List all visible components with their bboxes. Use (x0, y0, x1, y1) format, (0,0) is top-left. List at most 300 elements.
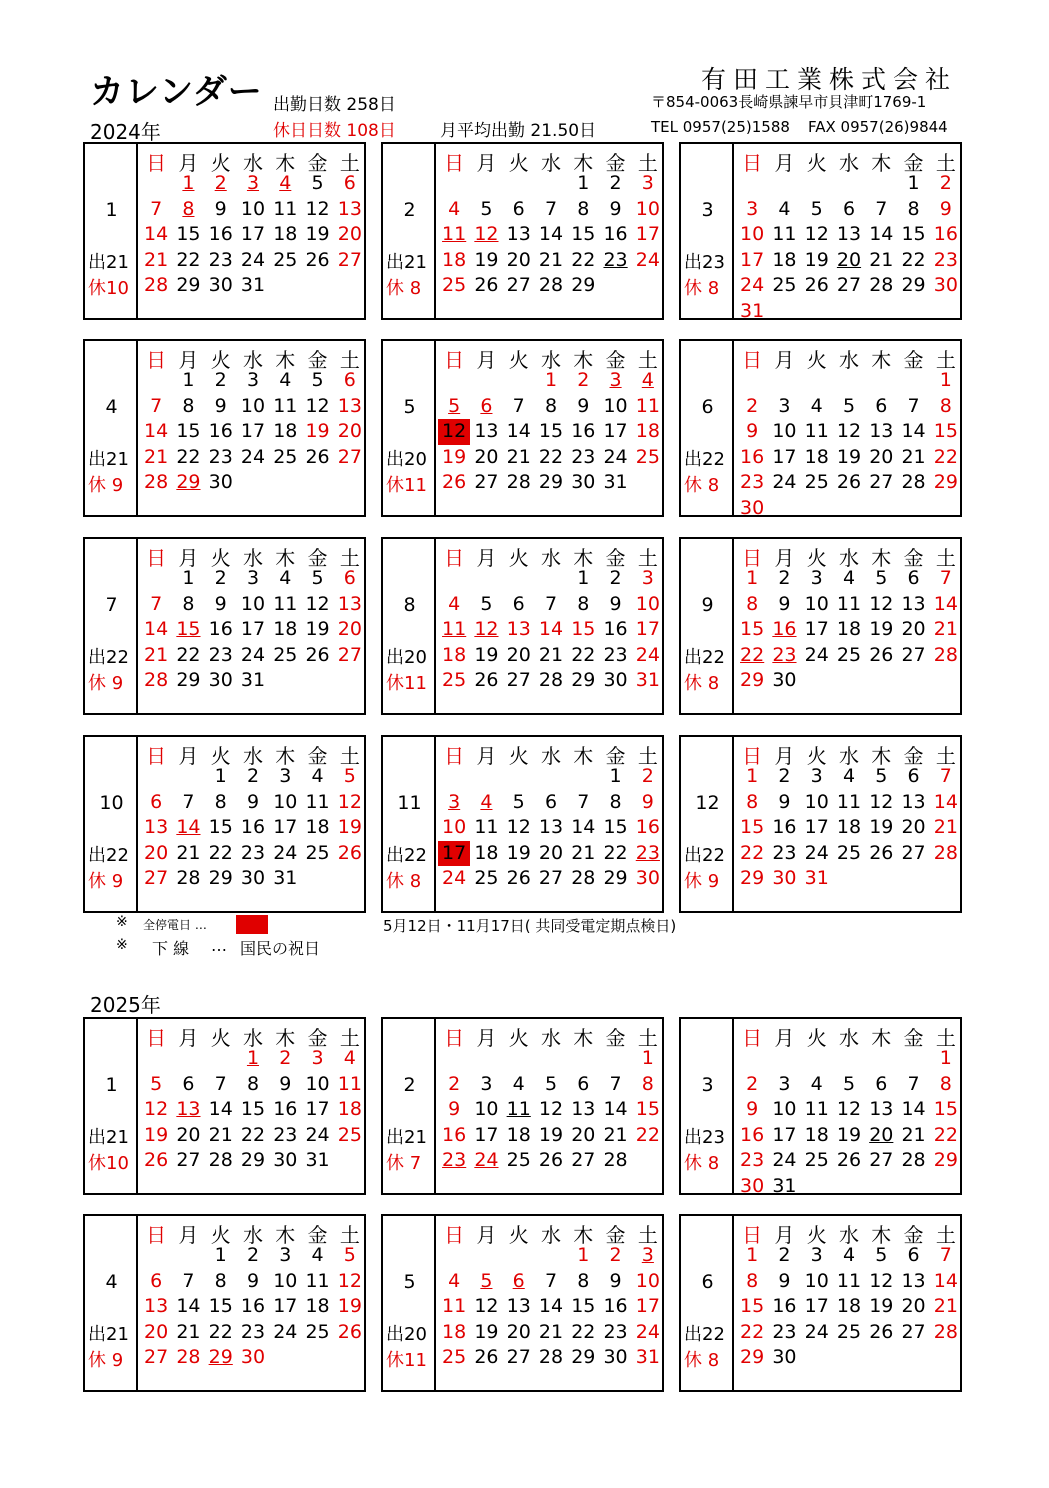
weekday-label: 木 (275, 1026, 296, 1050)
day-cell: 22 (208, 1320, 233, 1343)
day-cell: 12 (836, 420, 862, 442)
day-grid (736, 566, 962, 694)
day-cell: 11 (772, 223, 797, 245)
day-cell: 1 (609, 765, 622, 787)
weekday-label: 水 (540, 744, 561, 768)
day-cell: 19 (869, 618, 894, 640)
day-cell: 20 (571, 1123, 596, 1146)
day-cell: 25 (804, 1149, 829, 1171)
weekday-label: 月 (476, 744, 497, 768)
day-cell: 11 (635, 394, 660, 417)
empty-cell (140, 1243, 172, 1269)
day-cell: 17 (305, 1098, 330, 1120)
weekday-label: 金 (903, 151, 924, 175)
day-cell: 16 (933, 223, 958, 245)
day-cell: 13 (506, 223, 531, 245)
day-cell: 29 (176, 471, 201, 493)
day-cell: 8 (577, 592, 590, 615)
day-cell: 18 (836, 618, 862, 640)
day-cell: 11 (506, 1098, 531, 1120)
day-cell: 28 (933, 841, 958, 864)
month-work-days: 出22 (684, 449, 725, 470)
day-cell: 4 (810, 1072, 823, 1095)
day-cell: 5 (875, 1244, 888, 1266)
day-cell: 10 (804, 592, 829, 615)
day-cell: 28 (603, 1149, 628, 1171)
day-cell: 12 (869, 790, 894, 813)
day-cell: 13 (571, 1098, 596, 1120)
empty-cell (865, 171, 897, 197)
day-cell: 9 (214, 394, 227, 417)
day-cell: 14 (869, 223, 894, 245)
weekday-label: 日 (444, 744, 465, 768)
day-cell: 12 (305, 394, 330, 417)
day-cell: 10 (740, 223, 765, 245)
month-number: 1 (105, 199, 118, 221)
empty-cell (503, 1243, 535, 1269)
month-work-days: 出21 (386, 1127, 427, 1148)
year-2025-label: 2025年 (90, 993, 161, 1017)
weekday-label: 日 (146, 151, 167, 175)
day-cell: 20 (538, 841, 564, 864)
day-cell: 18 (804, 445, 829, 468)
day-cell: 16 (772, 816, 797, 838)
empty-cell (567, 764, 599, 790)
day-cell: 18 (836, 1295, 862, 1317)
empty-cell (736, 171, 768, 197)
day-cell: 28 (933, 1320, 958, 1343)
day-cell: 2 (746, 394, 759, 417)
month-work-days: 出21 (88, 1127, 129, 1148)
day-cell: 4 (311, 765, 324, 787)
day-cell: 21 (901, 1123, 926, 1146)
weekday-label: 日 (444, 151, 465, 175)
day-cell: 18 (442, 643, 467, 666)
weekday-label: 水 (838, 1026, 859, 1050)
day-cell: 5 (810, 197, 823, 220)
month-number: 3 (701, 1074, 714, 1096)
day-cell: 31 (603, 471, 628, 493)
day-cell: 9 (609, 1269, 622, 1292)
holiday-days-total: 休日日数 108日 (273, 121, 396, 141)
day-cell: 2 (609, 1244, 622, 1266)
weekday-label: 木 (275, 151, 296, 175)
day-cell: 8 (577, 1269, 590, 1292)
day-cell: 30 (571, 471, 596, 493)
day-cell: 23 (740, 471, 765, 493)
day-cell: 28 (506, 471, 531, 493)
weekday-label: 水 (540, 348, 561, 372)
day-cell: 15 (635, 1098, 660, 1120)
day-cell: 7 (150, 592, 163, 615)
day-cell: 9 (577, 394, 590, 417)
day-cell: 31 (635, 669, 660, 691)
day-cell: 22 (176, 248, 201, 271)
day-cell: 26 (869, 643, 894, 666)
weekday-label: 日 (146, 1026, 167, 1050)
day-cell: 7 (939, 567, 952, 589)
day-cell: 19 (144, 1123, 169, 1146)
month-work-days: 出21 (88, 252, 129, 273)
day-cell: 12 (337, 790, 362, 813)
weekday-label: 木 (573, 546, 594, 570)
day-cell: 30 (208, 274, 233, 296)
day-cell: 3 (746, 197, 759, 220)
day-grid (736, 764, 962, 892)
day-cell: 23 (603, 1320, 628, 1343)
weekday-label: 金 (903, 744, 924, 768)
day-cell: 7 (577, 790, 590, 813)
day-cell: 9 (246, 790, 260, 813)
day-cell: 25 (273, 445, 298, 468)
empty-cell (140, 171, 172, 197)
day-cell: 31 (240, 274, 266, 296)
day-cell: 21 (538, 643, 564, 666)
day-cell: 17 (772, 445, 797, 468)
day-cell: 25 (635, 445, 660, 468)
day-cell: 21 (144, 643, 169, 666)
day-cell: 5 (512, 790, 525, 813)
weekday-label: 日 (742, 1026, 763, 1050)
empty-cell (801, 1046, 833, 1072)
weekday-label: 土 (935, 744, 956, 768)
day-cell: 3 (810, 1244, 823, 1266)
day-cell: 19 (538, 1123, 564, 1146)
weekday-label: 水 (242, 546, 263, 570)
day-cell: 16 (603, 223, 628, 245)
day-cell: 4 (480, 790, 493, 813)
day-cell: 21 (933, 1295, 958, 1317)
day-cell: 21 (603, 1123, 628, 1146)
empty-cell (535, 566, 567, 592)
weekday-label: 月 (476, 1223, 497, 1247)
day-cell: 16 (442, 1123, 467, 1146)
day-cell: 3 (246, 369, 260, 391)
month-number: 1 (105, 1074, 118, 1096)
day-cell: 16 (208, 223, 233, 245)
day-cell: 15 (176, 618, 201, 640)
empty-cell (567, 1046, 599, 1072)
day-cell: 8 (641, 1072, 654, 1095)
day-cell: 25 (506, 1149, 531, 1171)
day-cell: 28 (538, 1346, 564, 1368)
day-cell: 7 (182, 790, 195, 813)
weekday-label: 土 (935, 546, 956, 570)
day-cell: 14 (933, 592, 958, 615)
day-cell: 19 (474, 248, 499, 271)
day-cell: 8 (246, 1072, 260, 1095)
day-cell: 28 (538, 669, 564, 691)
day-cell: 29 (603, 867, 628, 889)
weekday-label: 土 (935, 1026, 956, 1050)
day-cell: 25 (337, 1123, 362, 1146)
weekday-label: 金 (903, 1026, 924, 1050)
day-cell: 9 (448, 1098, 461, 1120)
day-cell: 15 (933, 420, 958, 442)
day-cell: 29 (538, 471, 564, 493)
day-cell: 1 (577, 567, 590, 589)
day-cell: 26 (474, 274, 499, 296)
month-calendar-8 (381, 537, 664, 715)
month-number: 5 (403, 1271, 416, 1293)
day-cell: 29 (176, 669, 201, 691)
day-cell: 1 (544, 369, 558, 391)
day-cell: 1 (246, 1047, 260, 1069)
day-cell: 14 (901, 420, 926, 442)
day-cell: 4 (842, 1244, 856, 1266)
day-cell: 7 (544, 592, 558, 615)
day-cell: 10 (240, 394, 266, 417)
day-cell: 14 (538, 223, 564, 245)
month-rest-days: 休10 (88, 1153, 129, 1174)
month-rest-days: 休11 (386, 673, 427, 694)
day-cell: 4 (842, 567, 856, 589)
day-cell: 14 (571, 816, 596, 838)
day-cell: 30 (740, 1174, 765, 1197)
day-cell: 5 (343, 1244, 356, 1266)
weekday-label: 月 (476, 151, 497, 175)
day-cell: 7 (182, 1269, 195, 1292)
day-cell: 28 (208, 1149, 233, 1171)
weekday-label: 月 (178, 348, 199, 372)
day-cell: 1 (746, 1244, 759, 1266)
day-cell: 29 (176, 274, 201, 296)
weekday-label: 金 (605, 744, 626, 768)
day-grid (736, 1046, 962, 1199)
day-cell: 26 (144, 1149, 169, 1171)
month-calendar-2 (381, 142, 664, 320)
day-cell: 23 (772, 1320, 797, 1343)
weekday-label: 土 (935, 348, 956, 372)
day-cell: 8 (182, 197, 195, 220)
day-cell: 18 (305, 1295, 330, 1317)
day-cell: 22 (740, 643, 765, 666)
empty-cell (470, 764, 502, 790)
weekday-label: 土 (935, 151, 956, 175)
day-cell: 6 (842, 197, 856, 220)
day-cell: 9 (939, 197, 952, 220)
weekday-label: 水 (540, 546, 561, 570)
day-cell: 22 (740, 841, 765, 864)
weekday-label: 土 (339, 1026, 360, 1050)
weekday-label: 火 (508, 1026, 529, 1050)
day-cell: 6 (907, 1244, 920, 1266)
day-cell: 30 (240, 1346, 266, 1368)
day-cell: 24 (804, 643, 829, 666)
day-cell: 20 (144, 1320, 169, 1343)
day-cell: 29 (571, 1346, 596, 1368)
day-cell: 9 (609, 592, 622, 615)
day-cell: 28 (571, 867, 596, 889)
day-cell: 19 (337, 1295, 362, 1317)
day-cell: 6 (875, 1072, 888, 1095)
day-cell: 15 (740, 816, 765, 838)
day-cell: 18 (836, 816, 862, 838)
weekday-label: 木 (275, 744, 296, 768)
day-cell: 26 (836, 1149, 862, 1171)
day-cell: 2 (214, 369, 227, 391)
weekday-label: 金 (605, 1026, 626, 1050)
day-cell: 16 (603, 618, 628, 640)
day-grid (140, 764, 366, 892)
day-cell: 24 (273, 841, 298, 864)
day-cell: 30 (208, 669, 233, 691)
empty-cell (470, 368, 502, 394)
day-cell: 27 (176, 1149, 201, 1171)
month-rest-days: 休11 (386, 475, 427, 496)
day-cell: 29 (571, 669, 596, 691)
day-cell: 7 (544, 197, 558, 220)
day-cell: 28 (176, 1346, 201, 1368)
month-rest-days: 休11 (386, 1350, 427, 1371)
day-cell: 20 (869, 445, 894, 468)
day-cell: 25 (836, 1320, 862, 1343)
legend-mark-1: ※ (116, 914, 128, 930)
day-cell: 7 (939, 765, 952, 787)
month-work-days: 出22 (684, 647, 725, 668)
day-cell: 6 (343, 369, 356, 391)
empty-cell (503, 171, 535, 197)
weekday-label: 火 (210, 1026, 231, 1050)
day-cell: 11 (273, 592, 298, 615)
day-cell: 20 (337, 618, 362, 640)
day-cell: 28 (901, 1149, 926, 1171)
day-cell: 17 (635, 1295, 660, 1317)
empty-cell (865, 1046, 897, 1072)
day-cell: 20 (337, 223, 362, 245)
day-cell: 11 (305, 1269, 330, 1292)
month-work-days: 出20 (386, 1324, 427, 1345)
day-cell: 4 (512, 1072, 525, 1095)
day-cell: 20 (506, 1320, 531, 1343)
month-number: 7 (105, 594, 118, 616)
day-cell: 9 (641, 790, 654, 813)
month-calendar-3 (679, 142, 962, 320)
weekday-label: 火 (508, 546, 529, 570)
day-cell: 2 (746, 1072, 759, 1095)
weekday-label: 土 (339, 348, 360, 372)
day-cell: 10 (635, 1269, 660, 1292)
day-cell: 27 (337, 445, 362, 468)
month-work-days: 出20 (386, 647, 427, 668)
day-cell: 7 (512, 394, 525, 417)
day-cell: 18 (635, 420, 660, 442)
empty-cell (503, 368, 535, 394)
day-cell: 21 (571, 841, 596, 864)
legend-underline-desc: 国民の祝日 (240, 939, 321, 958)
weekday-label: 日 (444, 1223, 465, 1247)
day-cell: 16 (240, 1295, 266, 1317)
weekday-label: 水 (838, 151, 859, 175)
weekday-label: 水 (838, 744, 859, 768)
day-cell: 28 (144, 471, 169, 493)
day-cell: 18 (772, 248, 797, 271)
empty-cell (438, 368, 470, 394)
day-cell: 10 (442, 816, 467, 838)
day-cell: 27 (836, 274, 862, 296)
empty-cell (470, 171, 502, 197)
month-number: 6 (701, 396, 714, 418)
day-cell: 28 (901, 471, 926, 493)
day-cell: 14 (603, 1098, 628, 1120)
day-cell: 26 (869, 841, 894, 864)
day-cell: 27 (337, 643, 362, 666)
day-cell: 22 (176, 643, 201, 666)
day-cell: 19 (506, 841, 531, 864)
day-cell: 6 (907, 567, 920, 589)
weekday-label: 火 (508, 348, 529, 372)
empty-cell (768, 1046, 800, 1072)
weekday-label: 日 (146, 348, 167, 372)
day-cell: 29 (571, 274, 596, 296)
month-number: 5 (403, 396, 416, 418)
month-number: 2 (403, 1074, 416, 1096)
day-cell: 15 (208, 1295, 233, 1317)
weekday-label: 月 (774, 546, 795, 570)
day-cell: 23 (273, 1123, 298, 1146)
month-work-days: 出21 (88, 1324, 129, 1345)
day-cell: 27 (506, 669, 531, 691)
day-cell: 15 (933, 1098, 958, 1120)
day-cell: 19 (442, 445, 467, 468)
weekday-label: 木 (871, 348, 892, 372)
day-cell: 17 (804, 1295, 829, 1317)
weekday-label: 日 (742, 1223, 763, 1247)
day-cell: 23 (740, 1149, 765, 1171)
day-cell: 17 (740, 248, 765, 271)
empty-cell (736, 368, 768, 394)
day-cell: 2 (577, 369, 590, 391)
day-cell: 18 (804, 1123, 829, 1146)
day-cell: 10 (273, 790, 298, 813)
weekday-label: 火 (508, 1223, 529, 1247)
day-cell: 27 (571, 1149, 596, 1171)
day-cell: 4 (448, 197, 461, 220)
day-cell: 1 (746, 567, 759, 589)
weekday-label: 火 (508, 744, 529, 768)
day-cell: 6 (150, 790, 163, 813)
weekday-label: 木 (573, 1026, 594, 1050)
day-grid (438, 1243, 664, 1371)
weekday-label: 木 (871, 1026, 892, 1050)
day-cell: 22 (571, 1320, 596, 1343)
legend-outage-note: 5月12日・11月17日( 共同受電定期点検日) (383, 917, 677, 935)
day-cell: 2 (939, 172, 952, 194)
day-cell: 25 (836, 841, 862, 864)
month-calendar-4 (83, 339, 366, 517)
month-calendar-9 (679, 537, 962, 715)
day-cell: 12 (305, 197, 330, 220)
day-cell: 6 (512, 1269, 525, 1292)
day-grid (140, 566, 366, 694)
day-cell: 20 (506, 248, 531, 271)
day-cell: 27 (144, 1346, 169, 1368)
weekday-label: 月 (178, 1026, 199, 1050)
month-calendar-6 (679, 1214, 962, 1392)
day-cell: 16 (635, 816, 660, 838)
day-cell: 5 (311, 567, 324, 589)
weekday-label: 月 (476, 348, 497, 372)
day-cell: 4 (311, 1244, 324, 1266)
day-cell: 24 (635, 1320, 660, 1343)
day-cell: 1 (939, 1047, 952, 1069)
day-cell: 28 (144, 669, 169, 691)
day-cell: 24 (804, 841, 829, 864)
day-cell: 19 (836, 445, 862, 468)
day-cell: 9 (214, 592, 227, 615)
month-number: 11 (397, 792, 422, 814)
day-cell: 17 (273, 816, 298, 838)
